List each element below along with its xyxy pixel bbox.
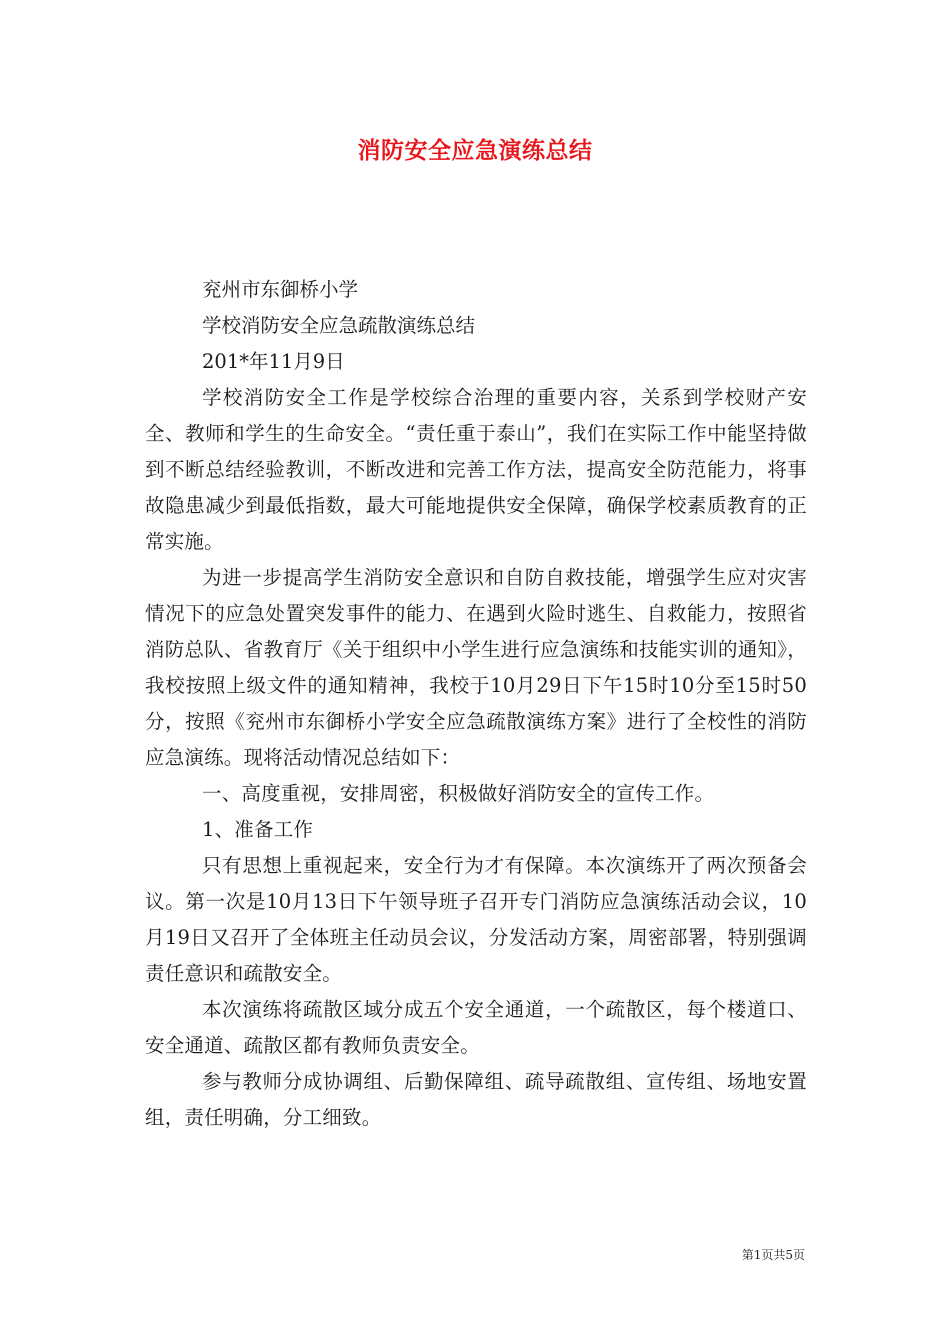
report-date: 201*年11月9日 xyxy=(202,350,345,373)
document-body xyxy=(145,272,807,1136)
paragraph: 参与教师分成协调组、后勤保障组、疏导疏散组、宣传组、场地安置组，责任明确，分工细致。 xyxy=(145,1070,807,1129)
paragraph: 为进一步提高学生消防安全意识和自防自救技能，增强学生应对灾害情况下的应急处置突发事件的能力、在遇到火险时逃生、自救能力，按照省消防总队、省教育厅《关于组织中小学生进行应急演练和技能实训的通知》，我校按照上级文件的通知精神，我校于10月29日下午15时10分至15时50分，按照《兖州市东御桥小学安全应急疏散演练方案》进行了全校性的消防应急演练。现将活动情况总结如下： xyxy=(145,566,807,769)
school-name: 兖州市东御桥小学 xyxy=(202,278,359,301)
paragraph: 学校消防安全工作是学校综合治理的重要内容，关系到学校财产安全、教师和学生的生命安全。“责任重于泰山”，我们在实际工作中能坚持做到不断总结经验教训，不断改进和完善工作方法，提高安全防范能力，将事故隐患减少到最低指数，最大可能地提供安全保障，确保学校素质教育的正常实施。 xyxy=(145,386,807,553)
paragraph: 本次演练将疏散区域分成五个安全通道，一个疏散区，每个楼道口、安全通道、疏散区都有教师负责安全。 xyxy=(145,998,807,1057)
paragraph: 只有思想上重视起来，安全行为才有保障。本次演练开了两次预备会议。第一次是10月13日下午领导班子召开专门消防应急演练活动会议，10月19日又召开了全体班主任动员会议，分发活动方案，周密部署，特别强调责任意识和疏散安全。 xyxy=(145,854,807,985)
subsection-heading: 1、准备工作 xyxy=(202,818,314,841)
document-title: 消防安全应急演练总结 xyxy=(357,137,593,164)
report-subtitle: 学校消防安全应急疏散演练总结 xyxy=(202,314,476,337)
page-number: 第1页共5页 xyxy=(741,1248,805,1262)
section-heading: 一、高度重视，安排周密，积极做好消防安全的宣传工作。 xyxy=(202,782,715,805)
